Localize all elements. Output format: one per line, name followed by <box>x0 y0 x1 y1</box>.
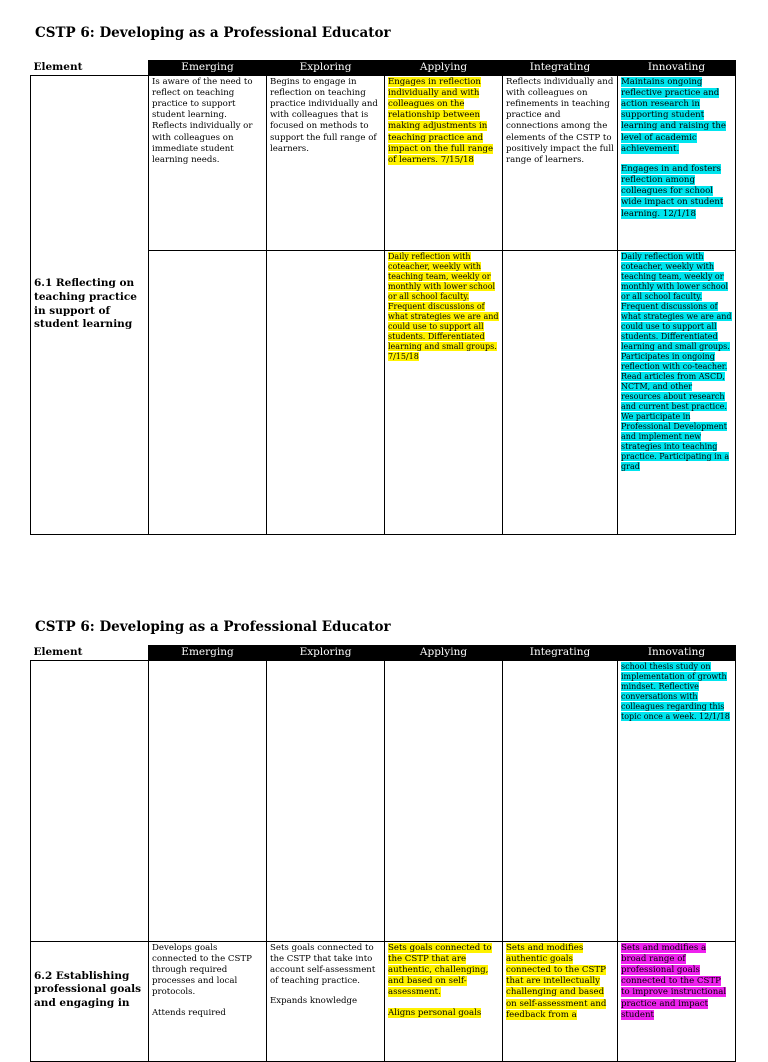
innovating-text: Sets and modifies a broad range of professional goals connected to the CSTP to improve instructional practice and impact student <box>621 942 727 1020</box>
header-row <box>31 61 736 76</box>
exploring-text: Begins to engage in reflection on teaching practice individually and with colleagues that is focused on methods to support the full range of learners. <box>270 76 378 154</box>
emerging-cell <box>149 75 267 250</box>
innovating-text-2: Engages in and fosters reflection among colleagues for school wide impact on student learning. 12/1/18 <box>621 163 724 219</box>
element-cell <box>31 660 149 941</box>
integrating-cell <box>503 941 618 1061</box>
applying-text-2: Aligns personal goals <box>388 1007 482 1018</box>
applying-cell <box>385 75 503 250</box>
emerging-text: Develops goals connected to the CSTP through required processes and local protocols. <box>152 942 252 998</box>
applying-cell <box>385 660 503 941</box>
column-header-integrating: Integrating <box>503 646 618 661</box>
column-header-exploring: Exploring <box>267 646 385 661</box>
applying-text: Engages in reflection individually and with colleagues on the relationship between making adjustments in teaching practice and impact on the full range of learners. 7/15/18 <box>388 76 494 165</box>
column-header-innovating: Innovating <box>618 61 736 76</box>
integrating-cell <box>503 660 618 941</box>
innovating-continued-text: school thesis study on implementation of growth mindset. Reflective conversations with colleagues regarding this topic once a week. 12/1/18 <box>621 661 730 721</box>
emerging-text: Is aware of the need to reflect on teaching practice to support student learning. Reflects individually or with colleagues on immediate student learning needs. <box>152 76 253 165</box>
column-header-innovating: Innovating <box>618 646 736 661</box>
element-cell <box>31 75 149 534</box>
cstp-table-2 <box>30 645 736 1062</box>
exploring-cell <box>267 941 385 1061</box>
emerging-cell <box>149 660 267 941</box>
column-header-applying: Applying <box>385 61 503 76</box>
table-row <box>31 660 736 941</box>
exploring-cell <box>267 660 385 941</box>
innovating-text: Maintains ongoing reflective practice and action research in supporting student learning and raising the level of academic achievement. <box>621 76 726 154</box>
column-header-element: Element <box>31 646 149 661</box>
applying-cell <box>385 941 503 1061</box>
element-label-6-2: 6.2 Establishing professional goals and engaging in <box>34 969 142 1009</box>
emerging-text-2: Attends required <box>152 1007 226 1018</box>
emerging-cell <box>149 941 267 1061</box>
table-row <box>31 75 736 250</box>
applying-evidence-cell <box>385 250 503 534</box>
innovating-evidence-cell <box>618 250 736 534</box>
column-header-integrating: Integrating <box>503 61 618 76</box>
element-label: 6.1 Reflecting on teaching practice in support of student learning <box>34 277 137 331</box>
innovating-cell <box>618 660 736 941</box>
column-header-applying: Applying <box>385 646 503 661</box>
applying-evidence-text: Daily reflection with coteacher, weekly with teaching team, weekly or monthly with lower school or all school faculty. Frequent discussions of what strategies we are and could use to support all students. Differentiated learning and small groups. 7/15/18 <box>388 251 499 361</box>
exploring-evidence-cell <box>267 250 385 534</box>
integrating-text: Sets and modifies authentic goals connected to the CSTP that are intellectually challenging and based on self-assessment and feedback from a <box>506 942 607 1020</box>
exploring-text: Sets goals connected to the CSTP that take into account self-assessment of teaching practice. <box>270 942 376 987</box>
page-title: CSTP 6: Developing as a Professional Educator <box>35 25 391 41</box>
exploring-cell <box>267 75 385 250</box>
column-header-emerging: Emerging <box>149 61 267 76</box>
emerging-evidence-cell <box>149 250 267 534</box>
innovating-evidence-text: Daily reflection with coteacher, weekly with teaching team, weekly or monthly with lower school or all school faculty. Frequent discussions of what strategies we are and could use to support all students. Differentiated learning and small groups. Participates in ongoing reflection with co-teacher. Read articles from ASCD, NCTM, and other resources about research and current best practice. We participate in Professional Development and implement new strategies into teaching practice. Participating in a grad <box>621 251 732 471</box>
integrating-evidence-cell <box>503 250 618 534</box>
column-header-exploring: Exploring <box>267 61 385 76</box>
column-header-element: Element <box>31 61 149 76</box>
innovating-cell <box>618 941 736 1061</box>
column-header-emerging: Emerging <box>149 646 267 661</box>
cstp-table-1 <box>30 60 736 535</box>
exploring-text-2: Expands knowledge <box>270 996 358 1007</box>
table-row <box>31 941 736 1061</box>
header-row <box>31 646 736 661</box>
integrating-text: Reflects individually and with colleagues on refinements in teaching practice and connections among the elements of the CSTP to positively impact the full range of learners. <box>506 76 614 165</box>
innovating-cell <box>618 75 736 250</box>
page-title-2: CSTP 6: Developing as a Professional Educator <box>35 619 391 635</box>
integrating-cell <box>503 75 618 250</box>
element-cell-6-2 <box>31 941 149 1061</box>
applying-text: Sets goals connected to the CSTP that are authentic, challenging, and based on self-assessment. <box>388 942 492 998</box>
